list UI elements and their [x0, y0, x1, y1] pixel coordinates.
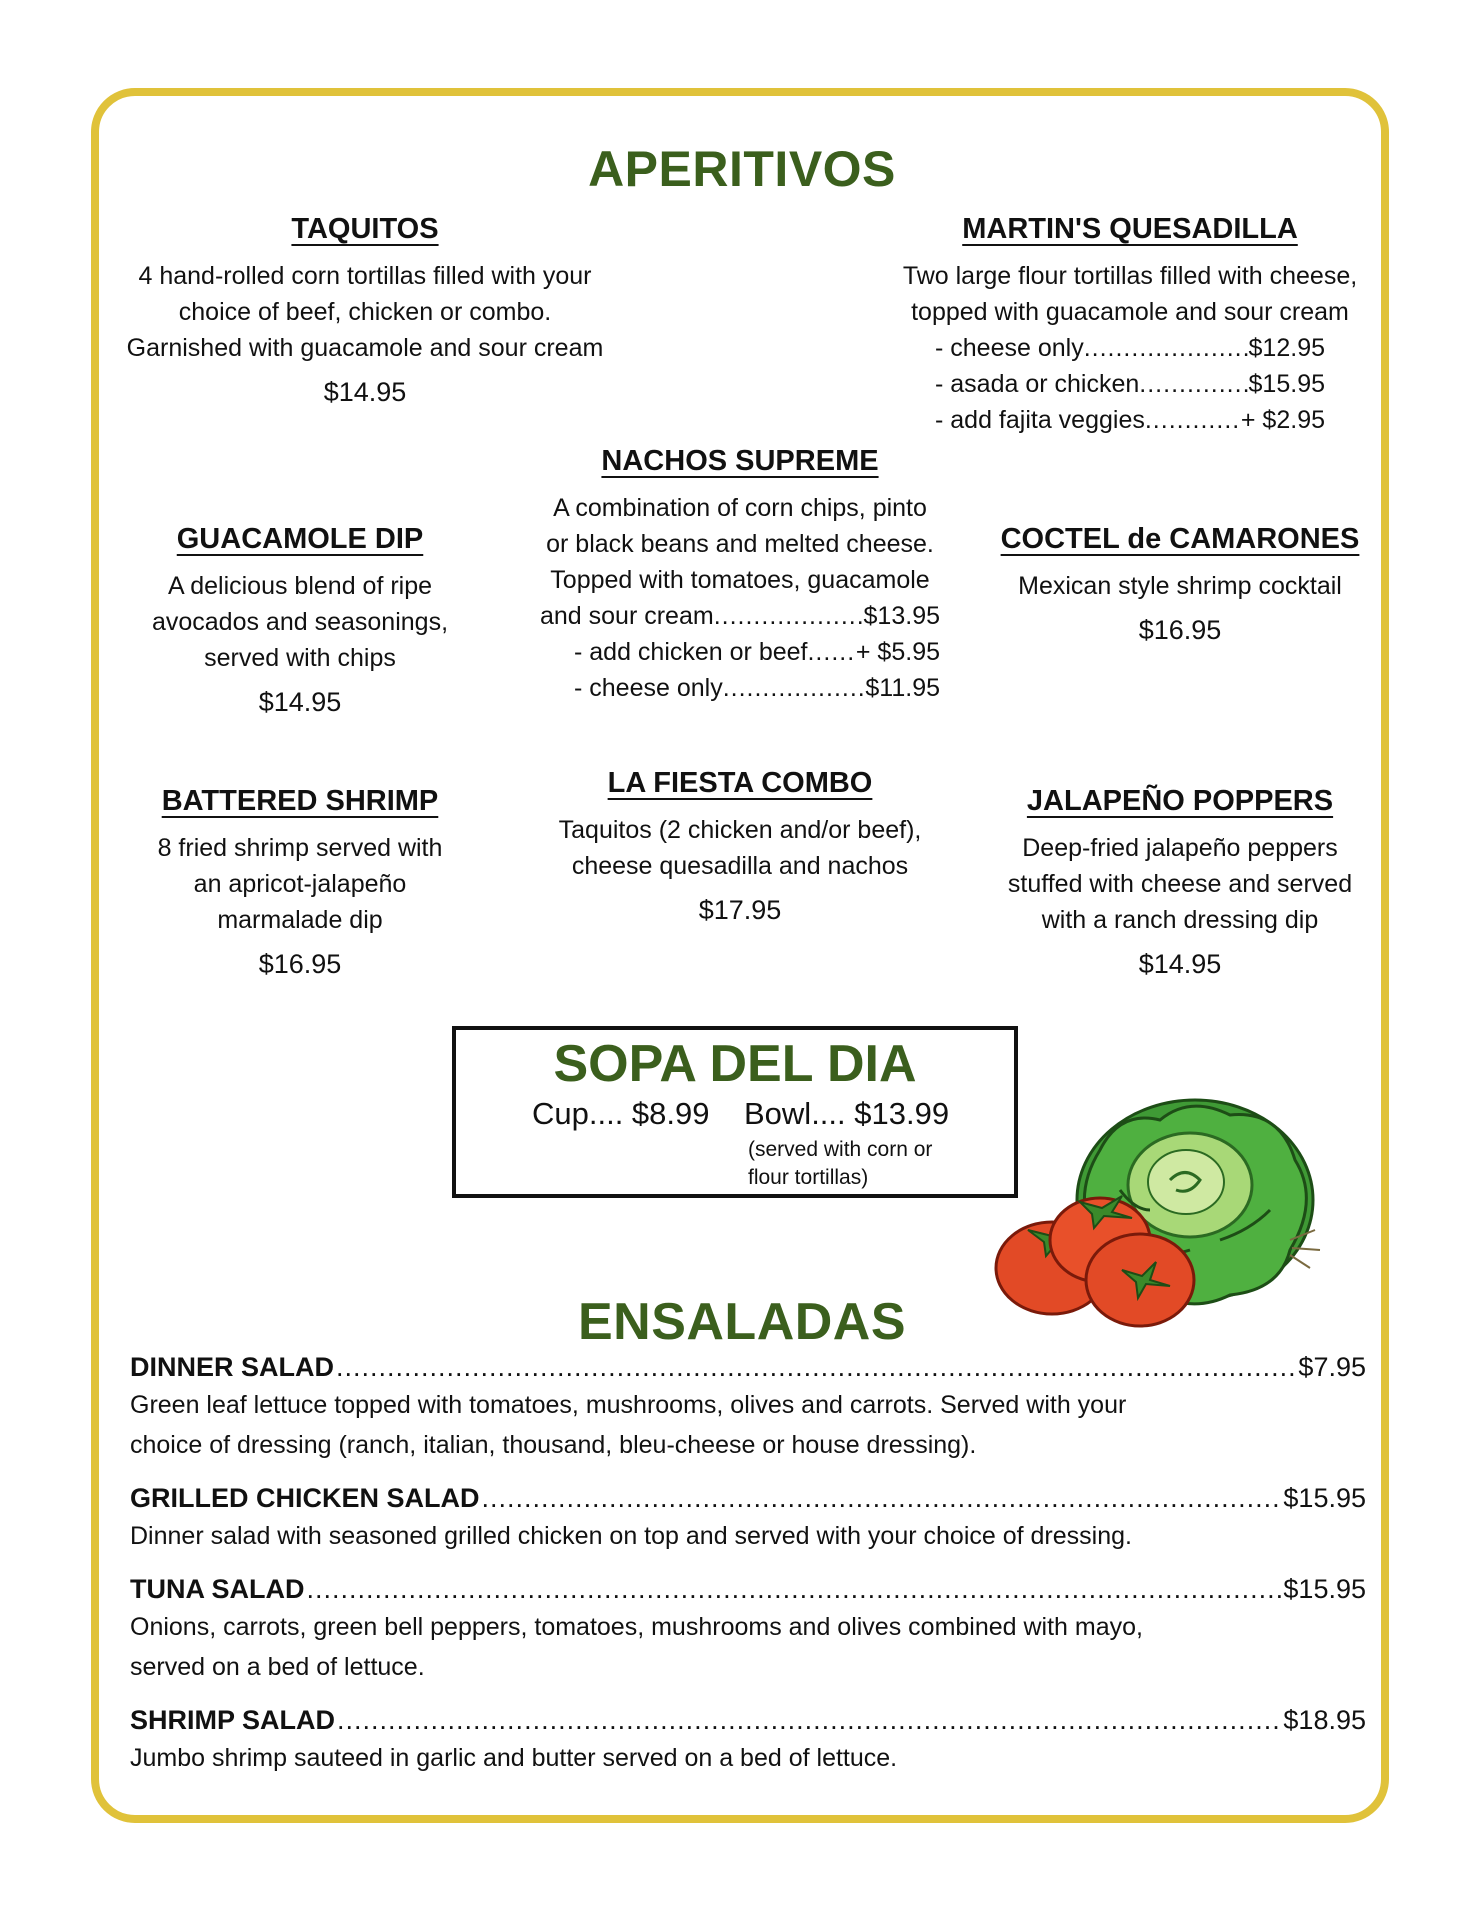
item-name: MARTIN'S QUESADILLA	[962, 213, 1298, 245]
soup-note: (served with corn or flour tortillas)	[748, 1138, 933, 1189]
item-description: A delicious blend of ripe avocados and seasonings, served with chips	[151, 572, 449, 672]
option-label: - cheese only	[574, 674, 723, 702]
item-name: TAQUITOS	[291, 213, 439, 245]
menu-item-guacamole	[130, 520, 470, 720]
item-price: $14.95	[323, 377, 407, 407]
option-row	[935, 366, 1325, 402]
list-item	[130, 1352, 1366, 1465]
item-description: Two large flour tortillas filled with cheese, topped with guacamole and sour cream	[902, 262, 1358, 326]
option-price: + $5.95	[855, 638, 940, 666]
list-item	[130, 1483, 1366, 1556]
menu-item-nachos	[530, 442, 950, 706]
item-price: $17.95	[698, 895, 782, 925]
item-name: COCTEL de CAMARONES	[1000, 523, 1360, 555]
option-row	[935, 330, 1325, 366]
option-list	[540, 598, 940, 706]
list-item	[130, 1574, 1366, 1687]
salad-price: $15.95	[1283, 1483, 1366, 1513]
salad-list	[130, 1352, 1366, 1796]
option-price: + $2.95	[1240, 406, 1325, 434]
salad-price: $7.95	[1298, 1352, 1366, 1382]
option-row	[540, 634, 940, 670]
salad-description: Onions, carrots, green bell peppers, tomatoes, mushrooms and olives combined with mayo, served on a bed of lettuce.	[130, 1613, 1143, 1681]
salad-name: SHRIMP SALAD	[130, 1705, 336, 1735]
salads-heading: ENSALADAS	[577, 1293, 907, 1351]
soup-cup-price: Cup.... $8.99	[532, 1096, 710, 1131]
option-price: $12.95	[1248, 334, 1325, 362]
salad-description: Dinner salad with seasoned grilled chicken on top and served with your choice of dressing.	[130, 1522, 1132, 1550]
menu-item-jalapeno-poppers	[980, 782, 1380, 982]
option-list	[935, 330, 1325, 438]
salad-description: Jumbo shrimp sauteed in garlic and butter served on a bed of lettuce.	[130, 1744, 898, 1772]
salad-price: $18.95	[1283, 1705, 1366, 1735]
option-price: $15.95	[1248, 370, 1325, 398]
soup-bowl-price: Bowl.... $13.99	[744, 1096, 950, 1131]
option-label: and sour cream	[540, 602, 714, 630]
menu-item-battered-shrimp	[130, 782, 470, 982]
option-row	[935, 402, 1325, 438]
option-label: - asada or chicken	[935, 370, 1140, 398]
salad-price: $15.95	[1283, 1574, 1366, 1604]
option-label: - cheese only	[935, 334, 1084, 362]
item-price: $16.95	[258, 949, 342, 979]
menu-item-quesadilla	[870, 210, 1390, 438]
item-name: BATTERED SHRIMP	[161, 785, 439, 817]
menu-item-coctel	[990, 520, 1370, 648]
salad-name: DINNER SALAD	[130, 1352, 335, 1382]
menu-item-fiesta-combo	[530, 764, 950, 928]
item-price: $14.95	[258, 687, 342, 717]
item-description: A combination of corn chips, pinto or black beans and melted cheese. Topped with tomatoes, guacamole	[546, 494, 934, 594]
appetizers-heading: APERITIVOS	[588, 141, 896, 197]
option-price: $13.95	[863, 602, 940, 630]
item-price: $16.95	[1138, 615, 1222, 645]
salad-description: Green leaf lettuce topped with tomatoes, mushrooms, olives and carrots. Served with your choice of dressing (ranch, italian, thousand, bleu-cheese or house dressing).	[130, 1391, 1127, 1459]
item-name: LA FIESTA COMBO	[607, 767, 873, 799]
item-description: 8 fried shrimp served with an apricot-jalapeño marmalade dip	[157, 834, 443, 934]
option-price: $11.95	[865, 674, 940, 702]
salad-name: GRILLED CHICKEN SALAD	[130, 1483, 480, 1513]
list-item	[130, 1705, 1366, 1778]
option-label: - add fajita veggies	[935, 406, 1145, 434]
item-name: NACHOS SUPREME	[601, 445, 879, 477]
item-name: JALAPEÑO POPPERS	[1026, 785, 1334, 817]
option-label: - add chicken or beef	[574, 638, 808, 666]
item-description: 4 hand-rolled corn tortillas filled with your choice of beef, chicken or combo. Garnished with guacamole and sour cream	[126, 262, 604, 362]
option-row	[540, 670, 940, 706]
item-name: GUACAMOLE DIP	[176, 523, 424, 555]
item-price: $14.95	[1138, 949, 1222, 979]
menu-item-taquitos	[100, 210, 630, 410]
item-description: Deep-fried jalapeño peppers stuffed with cheese and served with a ranch dressing dip	[1007, 834, 1353, 934]
soup-title: SOPA DEL DIA	[553, 1035, 917, 1093]
soup-box	[452, 1026, 1018, 1198]
item-description: Taquitos (2 chicken and/or beef), cheese quesadilla and nachos	[558, 816, 922, 880]
salad-name: TUNA SALAD	[130, 1574, 305, 1604]
option-row	[540, 598, 940, 634]
item-description: Mexican style shrimp cocktail	[1018, 572, 1342, 600]
